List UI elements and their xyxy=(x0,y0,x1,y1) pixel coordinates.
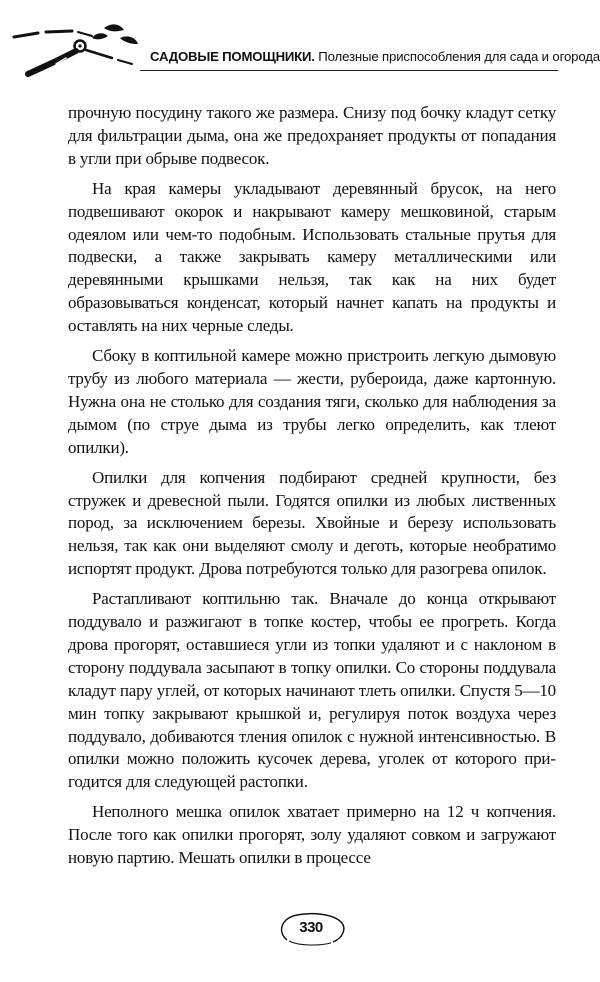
header-brand: САДОВЫЕ ПОМОЩНИКИ. xyxy=(150,49,315,64)
paragraph: Неполного мешка опилок хватает примерно на 12 ч копчения. После того как опилки прогорят, золу удаляют совком и загружают новую партию. Мешать опилки в процессе xyxy=(68,802,556,868)
paragraph: Сбоку в коптильной камере можно пристроить легкую дымовую трубу из любого материала — жести, рубероида, даже картонную. Нужна она не столько для создания тяги, сколько для наблюдения за дымом (по струе дыма из трубы легко определить, как тлеют опилки). xyxy=(68,346,556,457)
paragraph: Опилки для копчения подбирают средней крупности, без стружек и древесной пыли. Годятся опилки из любых лиственных пород, за исключением березы. Хвойные и березу использовать нельзя, так как они выделяют смолу и деготь, которые необратимо испортят продукт. Дрова потребуются только для разогрева опилок. xyxy=(68,467,556,579)
page-number-badge xyxy=(275,910,347,948)
body-text xyxy=(68,102,556,877)
page-header xyxy=(0,0,600,90)
page-number: 330 xyxy=(299,919,323,936)
paragraph: На края камеры укладывают деревянный брусок, на него подвешивают окорок и накрывают камеру мешковиной, старым одеялом или чем-то подобным. Использовать стальные прутья для подвески, а также закрывать камеру металлическими или деревянными крышками нельзя, так как на них будет образовываться конденсат, который начнет капать на продукты и оставлять на них черные следы. xyxy=(68,178,556,336)
header-subtitle: Полезные приспособления для сада и огорода xyxy=(318,49,600,64)
garden-shears-icon xyxy=(8,14,148,84)
running-header xyxy=(150,49,600,65)
paragraph: прочную посудину такого же размера. Снизу под бочку кладут сетку для фильтрации дыма, она же предохраняет продукты от попадания в угли при обрыве подвесок. xyxy=(68,103,556,168)
header-divider xyxy=(140,70,558,71)
paragraph: Растапливают коптильню так. Вначале до конца открывают поддувало и разжигают в топке костер, чтобы ее прогреть. Когда дрова прогорят, оставшиеся угли из топки удаляют и с наклоном в сторону поддувала засыпают в топку опилки. Со стороны поддувала кладут пару углей, от которых начинают тлеть опилки. Спустя 5—10 мин топку закрывают крышкой и, регулируя поток воздуха через поддувало, добиваются тления опилок с нужной интенсивностью. В опилки можно положить кусочек дерева, уголек от которого пригодится для следующей растопки. xyxy=(68,589,556,792)
